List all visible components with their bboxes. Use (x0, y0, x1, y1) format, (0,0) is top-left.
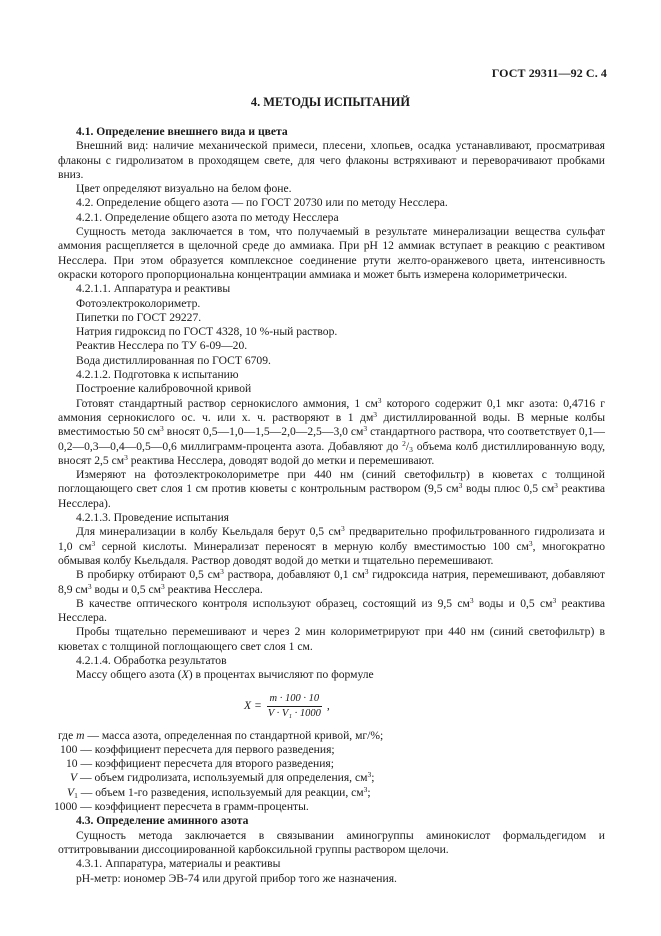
definition-v: V — объем гидролизата, используемый для определения, $см^3$; (70, 770, 375, 785)
clause-4-2-1-3: 4.2.1.3. Проведение испытания (76, 511, 229, 525)
clause-4-2-1-2: 4.2.1.2. Подготовка к испытанию (76, 368, 239, 382)
formula-definitions (54, 728, 605, 815)
nitrogen-formula (58, 683, 605, 729)
clause-4-2: 4.2. Определение общего азота — по ГОСТ 20730 или по методу Несслера. (76, 196, 448, 210)
amine-principle-paragraph: Сущность метода заключается в связывании аминогруппы аминокислот формальдегидом и оттитровывании диссоциированной карбоксильной группы раствором щелочи. (58, 828, 605, 856)
formula-lhs: X = (244, 698, 262, 712)
definition-10: 10 — коэффициент пересчета для второго разведения; (66, 757, 334, 771)
equipment-item: Реактив Несслера по ТУ 6-09—20. (76, 339, 248, 353)
calibration-paragraph: Готовят стандартный раствор сернокислого аммония, 1 $см^3$ которого содержит 0,1 мкг азота: 0,4716 г аммония сернокислого ос. ч. или х. ч. растворяют в 1 $дм^3$ дистиллированной воды. В мерные колбы вместимостью 50 $см^3$ вносят 0,5—1,0—1,5—2,0—2,5—3,0 $см^3$ стандартного раствора, что соответствует 0,1—0,2—0,3—0,4—0,5—0,6 миллиграмм-процента азота. Добавляют до $^2/_3$ объема колб дистиллированную воду, вносят 2,5 $см^3$ реактива Несслера, доводят водой до метки и перемешивают. (58, 395, 606, 467)
heading-4-3: 4.3. Определение аминного азота (76, 814, 249, 828)
clause-4-2-1-4: 4.2.1.4. Обработка результатов (76, 653, 227, 667)
formula-numerator: m · 100 · 10 (267, 693, 323, 707)
definition-100: 100 — коэффициент пересчета для первого разведения; (60, 742, 335, 756)
formula-tail: , (326, 698, 330, 712)
ph-meter-item: pH-метр: иономер ЭВ-74 или другой прибор того же назначения. (76, 871, 397, 885)
calibration-title: Построение калибровочной кривой (76, 382, 252, 396)
clause-4-2-1-1: 4.2.1.1. Аппаратура и реактивы (76, 282, 231, 296)
document-body (54, 125, 606, 886)
clause-4-2-1: 4.2.1. Определение общего азота по методу Несслера (76, 210, 339, 224)
definition-1000: 1000 — коэффициент пересчета в грамм-проценты. (54, 800, 309, 814)
equipment-item: Вода дистиллированная по ГОСТ 6709. (76, 353, 271, 367)
color-paragraph: Цвет определяют визуально на белом фоне. (76, 182, 292, 196)
measurement-paragraph: Измеряют на фотоэлектроколориметре при 440 нм (синий светофильтр) в кюветах с толщиной поглощающего свет слоя 1 см против кюветы с контрольным раствором (9,5 $см^3$ воды плюс 0,5 $см^3$ реактива Несслера). (58, 468, 605, 510)
test-tube-paragraph: В пробирку отбирают 0,5 $см^3$ раствора, добавляют 0,1 $см^3$ гидроксида натрия, перемешивают, добавляют 8,9 $см^3$ воды и 0,5 $см^3$ реактива Несслера. (58, 567, 605, 596)
equipment-item: Пипетки по ГОСТ 29227. (76, 310, 202, 324)
definition-m: где m — масса азота, определенная по стандартной кривой, мг/%; (58, 728, 384, 742)
optical-control-paragraph: В качестве оптического контроля используют образец, состоящий из 9,5 $см^3$ воды и 0,5 $см^3$ реактива Несслера. (58, 595, 605, 625)
section-title: 4. МЕТОДЫ ИСПЫТАНИЙ (250, 95, 411, 109)
page-header: ГОСТ 29311—92 С. 4 (491, 66, 607, 80)
heading-4-1: 4.1. Определение внешнего вида и цвета (76, 125, 288, 138)
formula-fraction (265, 693, 324, 720)
mass-formula-intro: Массу общего азота (X) в процентах вычисляют по формуле (76, 668, 374, 682)
equipment-item: Фотоэлектроколориметр. (76, 296, 201, 310)
colorimetry-paragraph: Пробы тщательно перемешивают и через 2 мин колориметрируют при 440 нм (синий светофильтр) в кюветах с толщиной поглощающего свет слоя 1 см. (58, 625, 605, 653)
equipment-item: Натрия гидроксид по ГОСТ 4328, 10 %-ный раствор. (76, 325, 338, 339)
definition-v1: $V_1$ — объем 1-го разведения, используемый для реакции, $см^3$; (67, 784, 371, 800)
mineralization-paragraph: Для минерализации в колбу Кьельдаля берут 0,5 $см^3$ предварительно профильтрованного гидролизата и 1,0 $см^3$ серной кислоты. Минерализат переносят в мерную колбу вместимостью 100 $см^3$, многократно обмывая колбу Кьельдаля. Раствор доводят водой до метки и тщательно перемешивают. (58, 524, 605, 567)
formula-denominator: V · V₁ · 1000 (267, 707, 321, 719)
nessler-principle-paragraph: Сущность метода заключается в том, что получаемый в результате минерализации вещества сульфат аммония расщепляется в щелочной среде до аммиака. При pH 12 аммиак вступает в реакцию с реактивом Несслера. При этом образуется комплексное соединение ртути желто-оранжевого цвета, интенсивность окраски которого пропорциональна концентрации аммиака и может быть измерена колориметрически. (58, 225, 605, 281)
clause-4-3-1: 4.3.1. Аппаратура, материалы и реактивы (76, 857, 281, 871)
appearance-paragraph: Внешний вид: наличие механической примеси, плесени, хлопьев, осадка устанавливают, просматривая флаконы с гидролизатом в проходящем свете, для чего флаконы встряхивают и переворачивают пробками вниз. (58, 139, 605, 181)
